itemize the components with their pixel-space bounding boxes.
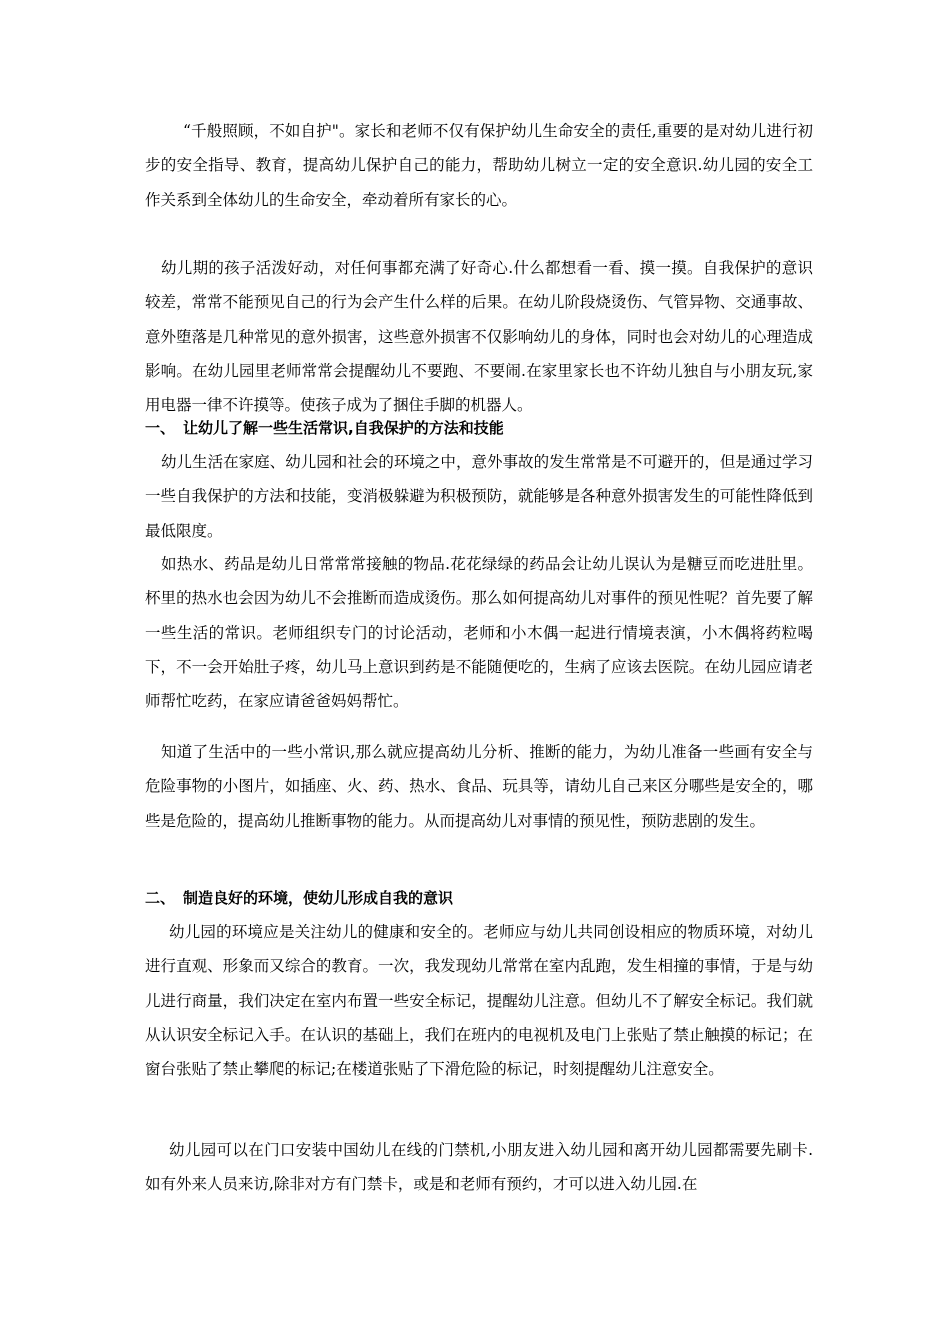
section-title-1: 让幼儿了解一些生活常识,自我保护的方法和技能 xyxy=(183,419,504,437)
section-number-2: 二、 xyxy=(145,889,176,907)
section-heading-2 xyxy=(145,888,813,908)
section-title-2: 制造良好的环境，使幼儿形成自我的意识 xyxy=(183,889,454,907)
paragraph-4: 如热水、药品是幼儿日常常常接触的物品.花花绿绿的药品会让幼儿误认为是糖豆而吃进肚里。杯里的热水也会因为幼儿不会推断而造成烫伤。那么如何提高幼儿对事件的预见性呢？首先要了解一些生活的常识。老师组织专门的讨论活动，老师和小木偶一起进行情境表演，小木偶将药粒喝下，不一会开始肚子疼，幼儿马上意识到药是不能随便吃的，生病了应该去医院。在幼儿园应请老师帮忙吃药，在家应请爸爸妈妈帮忙。 xyxy=(145,555,813,711)
section-number-1: 一、 xyxy=(145,419,176,437)
paragraph-1: “千般照顾，不如自护"。家长和老师不仅有保护幼儿生命安全的责任,重要的是对幼儿进行初步的安全指导、教育，提高幼儿保护自己的能力，帮助幼儿树立一定的安全意识.幼儿园的安全工作关系到全体幼儿的生命安全，牵动着所有家长的心。 xyxy=(145,122,813,209)
paragraph-6: 幼儿园的环境应是关注幼儿的健康和安全的。老师应与幼儿共同创设相应的物质环境，对幼儿进行直观、形象而又综合的教育。一次，我发现幼儿常常在室内乱跑，发生相撞的事情，于是与幼儿进行商量，我们决定在室内布置一些安全标记，提醒幼儿注意。但幼儿不了解安全标记。我们就从认识安全标记入手。在认识的基础上，我们在班内的电视机及电门上张贴了禁止触摸的标记；在窗台张贴了禁止攀爬的标记;在楼道张贴了下滑危险的标记，时刻提醒幼儿注意安全。 xyxy=(145,923,813,1079)
paragraph-2: 幼儿期的孩子活泼好动，对任何事都充满了好奇心.什么都想看一看、摸一摸。自我保护的意识较差，常常不能预见自己的行为会产生什么样的后果。在幼儿阶段烧烫伤、气管异物、交通事故、意外堕落是几种常见的意外损害，这些意外损害不仅影响幼儿的身体，同时也会对幼儿的心理造成影响。在幼儿园里老师常常会提醒幼儿不要跑、不要闹.在家里家长也不许幼儿独自与小朋友玩,家用电器一律不许摸等。使孩子成为了捆住手脚的机器人。 xyxy=(145,259,813,415)
paragraph-3: 幼儿生活在家庭、幼儿园和社会的环境之中，意外事故的发生常常是不可避开的，但是通过学习一些自我保护的方法和技能，变消极躲避为积极预防，就能够是各种意外损害发生的可能性降低到最低限度。 xyxy=(145,453,813,540)
paragraph-5: 知道了生活中的一些小常识,那么就应提高幼儿分析、推断的能力，为幼儿准备一些画有安全与危险事物的小图片，如插座、火、药、热水、食品、玩具等，请幼儿自己来区分哪些是安全的，哪些是危险的，提高幼儿推断事物的能力。从而提高幼儿对事情的预见性，预防悲剧的发生。 xyxy=(145,743,813,830)
paragraph-7: 幼儿园可以在门口安装中国幼儿在线的门禁机,小朋友进入幼儿园和离开幼儿园都需要先刷卡.如有外来人员来访,除非对方有门禁卡，或是和老师有预约，才可以进入幼儿园.在 xyxy=(145,1141,813,1194)
section-heading-1 xyxy=(145,418,813,438)
